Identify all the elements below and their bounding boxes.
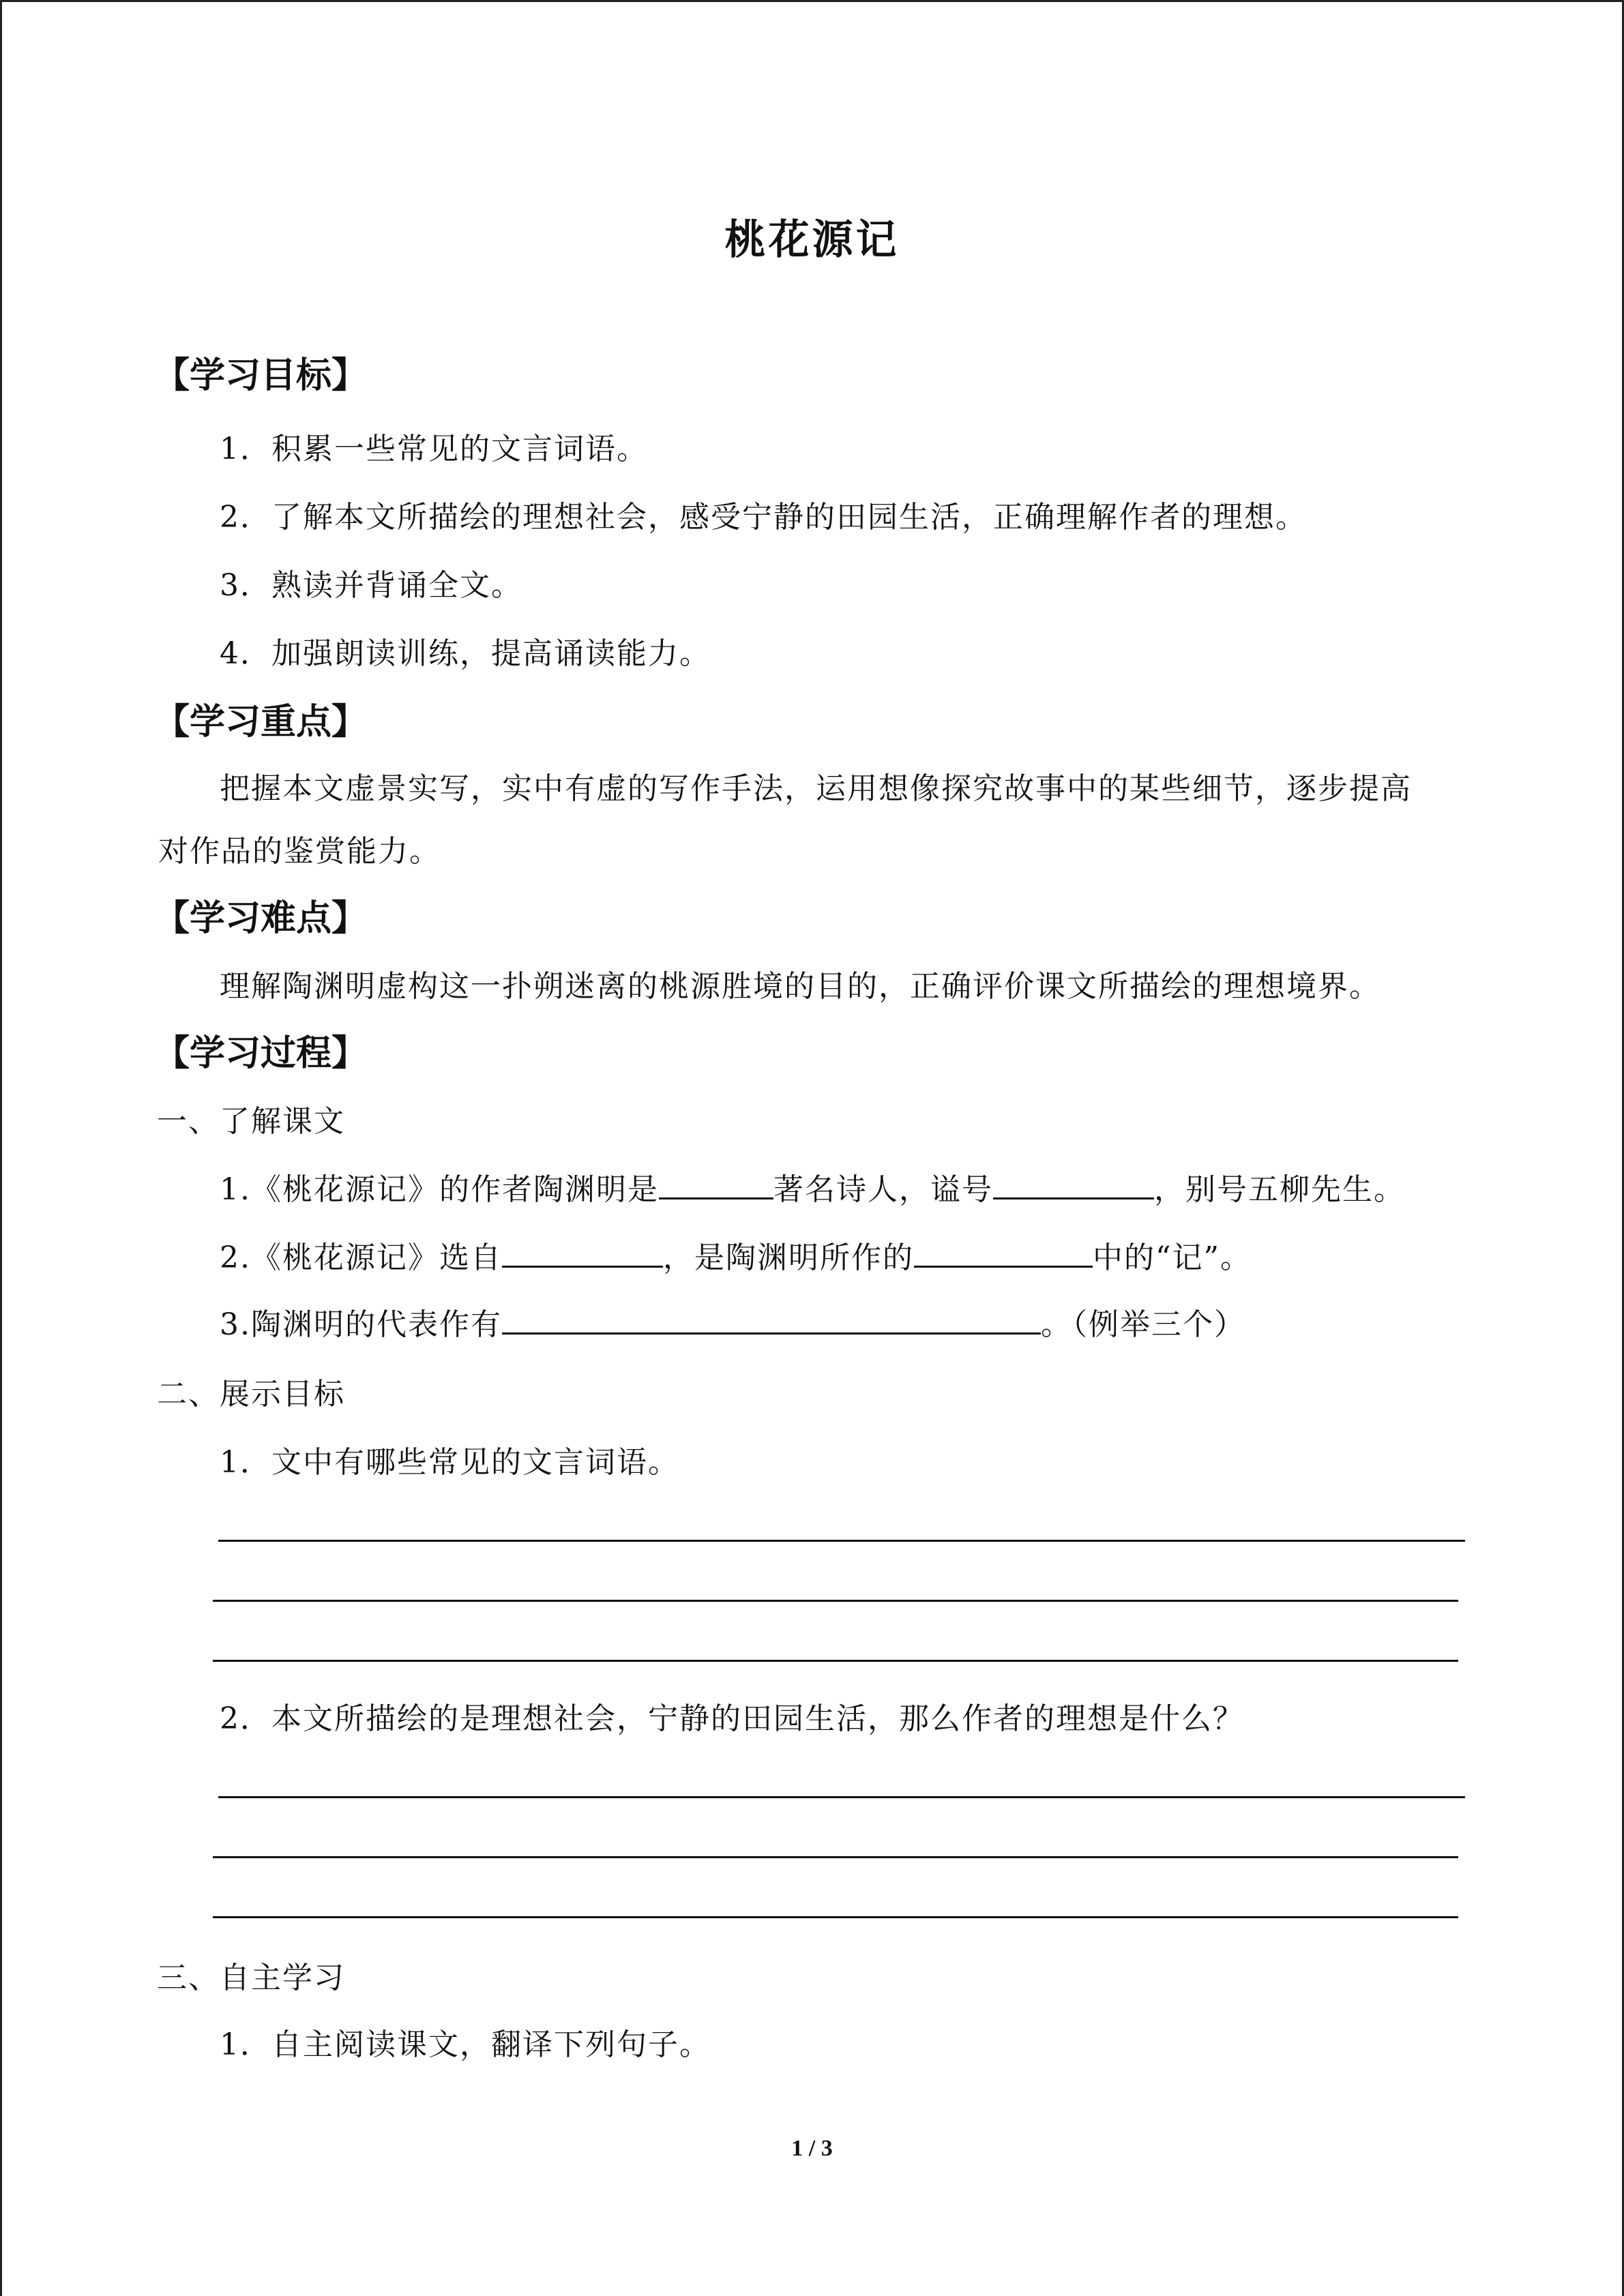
fill-question-2 — [220, 1233, 1252, 1277]
fill-question-3-part-b: 。（例举三个） — [1040, 1307, 1245, 1342]
fill-question-3 — [220, 1300, 1245, 1343]
fill-question-2-part-c: 中的“记”。 — [1092, 1240, 1252, 1275]
page-number: 1 / 3 — [791, 2136, 833, 2161]
answer-line[interactable] — [218, 1796, 1465, 1798]
key-points-text-line-2: 对作品的鉴赏能力。 — [158, 834, 441, 869]
page-border-top — [0, 0, 1624, 2]
answer-line[interactable] — [213, 1660, 1458, 1662]
section-3-question-1: 1．自主阅读课文，翻译下列句子。 — [220, 2027, 711, 2062]
page-border-left — [0, 0, 2, 2296]
section-3-title: 三、自主学习 — [157, 1960, 345, 1995]
fill-question-3-part-a: 3.陶渊明的代表作有 — [220, 1307, 502, 1342]
page-title: 桃花源记 — [724, 216, 900, 264]
difficulties-heading: 【学习难点】 — [154, 898, 368, 939]
answer-line[interactable] — [213, 1856, 1458, 1858]
section-2-title: 二、展示目标 — [157, 1377, 345, 1412]
answer-line[interactable] — [218, 1540, 1465, 1542]
answer-blank-1a[interactable] — [659, 1166, 773, 1199]
answer-line[interactable] — [213, 1600, 1458, 1602]
objective-item-1: 1．积累一些常见的文言词语。 — [220, 432, 648, 466]
answer-blank-1b[interactable] — [993, 1166, 1154, 1199]
key-points-heading: 【学习重点】 — [154, 702, 368, 743]
fill-question-2-part-b: ，是陶渊明所作的 — [662, 1240, 914, 1275]
objective-item-3: 3．熟读并背诵全文。 — [220, 568, 522, 603]
key-points-text-line-1: 把握本文虚景实写，实中有虚的写作手法，运用想像探究故事中的某些细节，逐步提高 — [220, 771, 1412, 806]
objective-item-4: 4．加强朗读训练，提高诵读能力。 — [220, 636, 711, 671]
answer-blank-2a[interactable] — [502, 1234, 663, 1268]
section-1-title: 一、了解课文 — [157, 1104, 345, 1139]
fill-question-1-part-c: ，别号五柳先生。 — [1153, 1172, 1405, 1207]
section-2-question-1: 1．文中有哪些常见的文言词语。 — [220, 1445, 679, 1480]
objective-item-2: 2．了解本文所描绘的理想社会，感受宁静的田园生活，正确理解作者的理想。 — [220, 500, 1307, 535]
objectives-heading: 【学习目标】 — [154, 355, 368, 396]
fill-question-1-part-b: 著名诗人，谥号 — [773, 1172, 993, 1207]
answer-blank-3[interactable] — [502, 1301, 1041, 1335]
answer-blank-2b[interactable] — [914, 1234, 1093, 1268]
process-heading: 【学习过程】 — [154, 1033, 368, 1074]
section-2-question-2: 2．本文所描绘的是理想社会，宁静的田园生活，那么作者的理想是什么？ — [220, 1701, 1244, 1736]
fill-question-2-part-a: 2.《桃花源记》选自 — [220, 1240, 502, 1275]
difficulties-text: 理解陶渊明虚构这一扑朔迷离的桃源胜境的目的，正确评价课文所描绘的理想境界。 — [220, 969, 1381, 1004]
fill-question-1-part-a: 1.《桃花源记》的作者陶渊明是 — [220, 1172, 659, 1207]
fill-question-1 — [220, 1165, 1405, 1208]
answer-line[interactable] — [213, 1916, 1458, 1918]
